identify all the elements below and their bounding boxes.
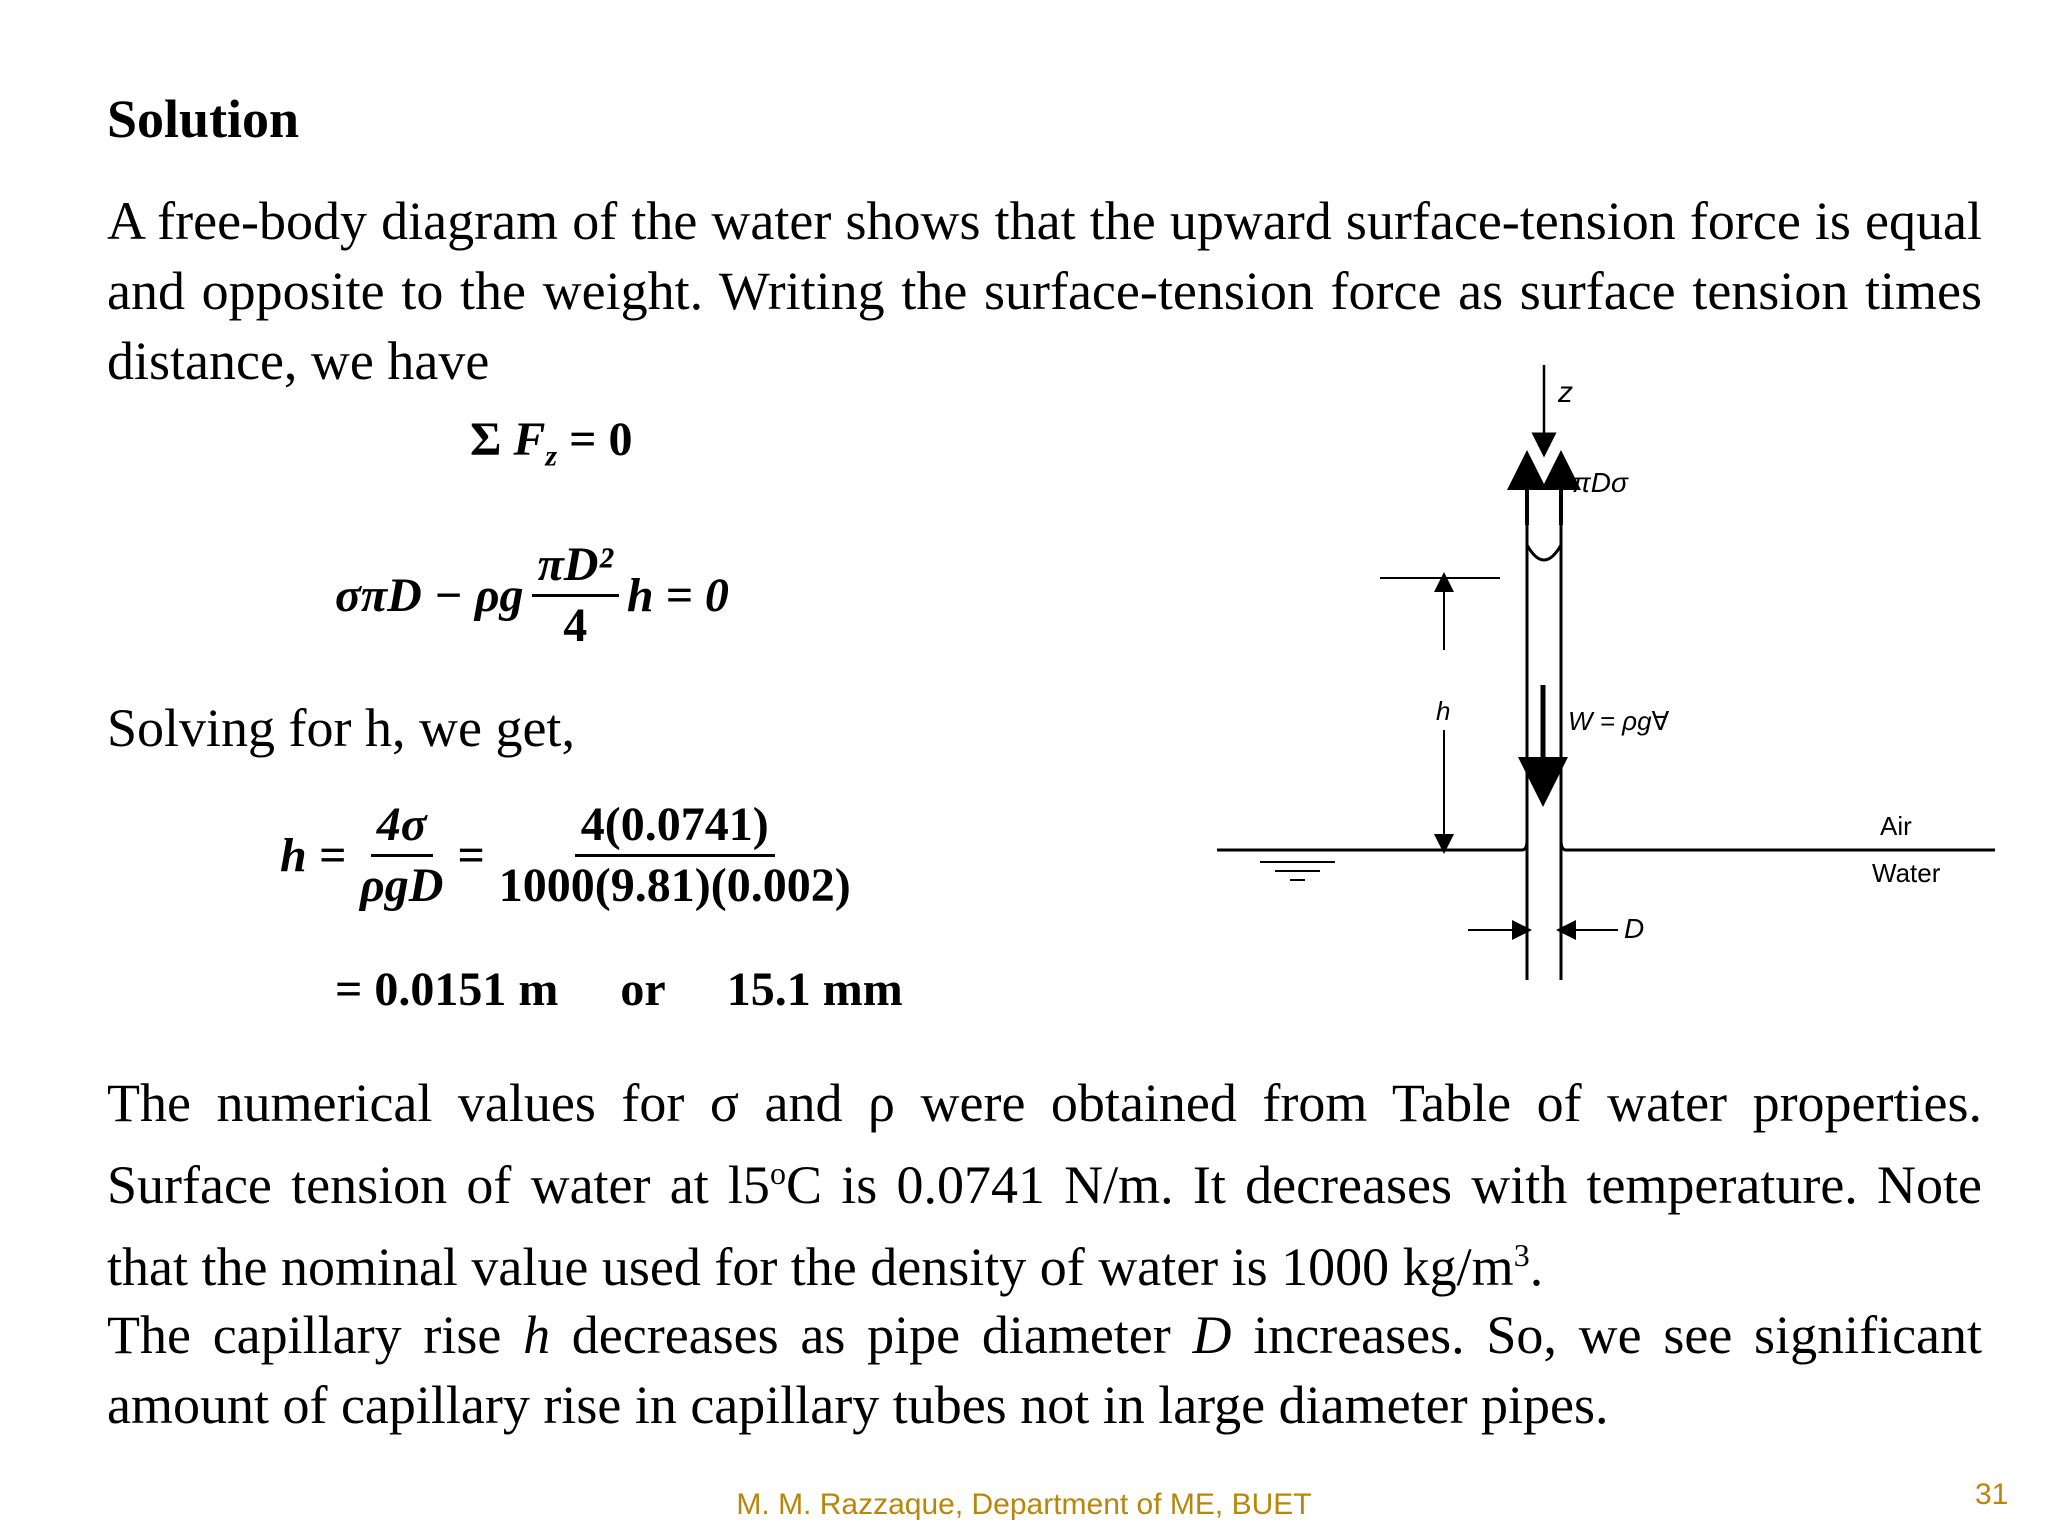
cube-superscript: 3 — [1513, 1237, 1530, 1273]
intro-paragraph: A free-body diagram of the water shows that the upward surface-tension force is equal and opposite to the weight. Writing the surface-tension force as surface tension times distance, we have — [107, 191, 1982, 391]
properties-text-2: C is 0.0741 N/m. It decreases with temperature. Note that the nominal value used for the density of water is 1000 kg/m — [107, 1155, 1982, 1297]
conclusion-text-2: decreases as pipe diameter — [550, 1305, 1193, 1365]
equation-height — [280, 800, 865, 912]
numeric-numerator: 4(0.0741) — [575, 800, 775, 857]
conclusion-d: D — [1192, 1305, 1232, 1365]
sum-symbol: Σ — [470, 413, 502, 466]
conclusion-text-3: increases. So, we see significant amount of capillary rise in capillary tubes not in large diameter pipes. — [107, 1305, 1983, 1435]
fraction-symbolic — [354, 800, 449, 912]
equation-force-balance — [335, 540, 729, 652]
h-label: h — [1436, 696, 1451, 726]
fraction-area — [532, 540, 619, 652]
meniscus — [1527, 545, 1561, 560]
numeric-denominator: 1000(9.81)(0.002) — [498, 859, 851, 913]
force-symbol: F — [513, 413, 546, 466]
air-label: Air — [1880, 811, 1912, 841]
fraction-denominator: 4 — [563, 599, 588, 653]
result-mm: 15.1 mm — [726, 963, 903, 1016]
water-label: Water — [1872, 858, 1941, 888]
fraction-numerator: πD² — [532, 540, 619, 597]
capillary-diagram — [1200, 350, 2000, 1000]
h-equals: h = — [280, 829, 347, 883]
properties-text-1: The numerical values for σ and ρ were obtained from Table of water properties. Surface tension of water at l5 — [107, 1073, 1982, 1215]
equation-right: h = 0 — [626, 569, 729, 623]
equals-sign: = — [457, 829, 485, 883]
solving-text: Solving for h, we get, — [107, 698, 575, 758]
conclusion-text-1: The capillary rise — [107, 1305, 524, 1365]
fraction-numeric — [493, 800, 857, 912]
degree-superscript: o — [769, 1155, 786, 1191]
conclusion-paragraph — [107, 1300, 1982, 1440]
solution-heading: Solution — [107, 89, 300, 149]
tension-label: πDσ — [1572, 467, 1628, 498]
footer-credit: M. M. Razzaque, Department of ME, BUET — [736, 1488, 1312, 1521]
symbolic-numerator: 4σ — [371, 800, 433, 857]
equation-rhs: = 0 — [569, 413, 633, 466]
equation-sum-forces — [470, 412, 632, 474]
properties-text-end: . — [1529, 1237, 1544, 1297]
conclusion-h: h — [523, 1305, 551, 1365]
symbolic-denominator: ρgD — [360, 859, 444, 913]
z-label: z — [1558, 376, 1573, 409]
weight-label: W = ρg∀ — [1568, 706, 1670, 736]
water-surface-left — [1217, 840, 1527, 850]
equation-left: σπD − ρg — [335, 569, 524, 623]
result-value: = 0.0151 m — [335, 963, 559, 1016]
properties-paragraph — [107, 1068, 1982, 1302]
page-number: 31 — [1975, 1478, 2009, 1511]
d-label: D — [1624, 913, 1645, 944]
force-subscript: z — [545, 439, 558, 473]
water-surface-right — [1561, 840, 1995, 850]
or-word: or — [620, 963, 665, 1016]
equation-result — [335, 962, 903, 1017]
